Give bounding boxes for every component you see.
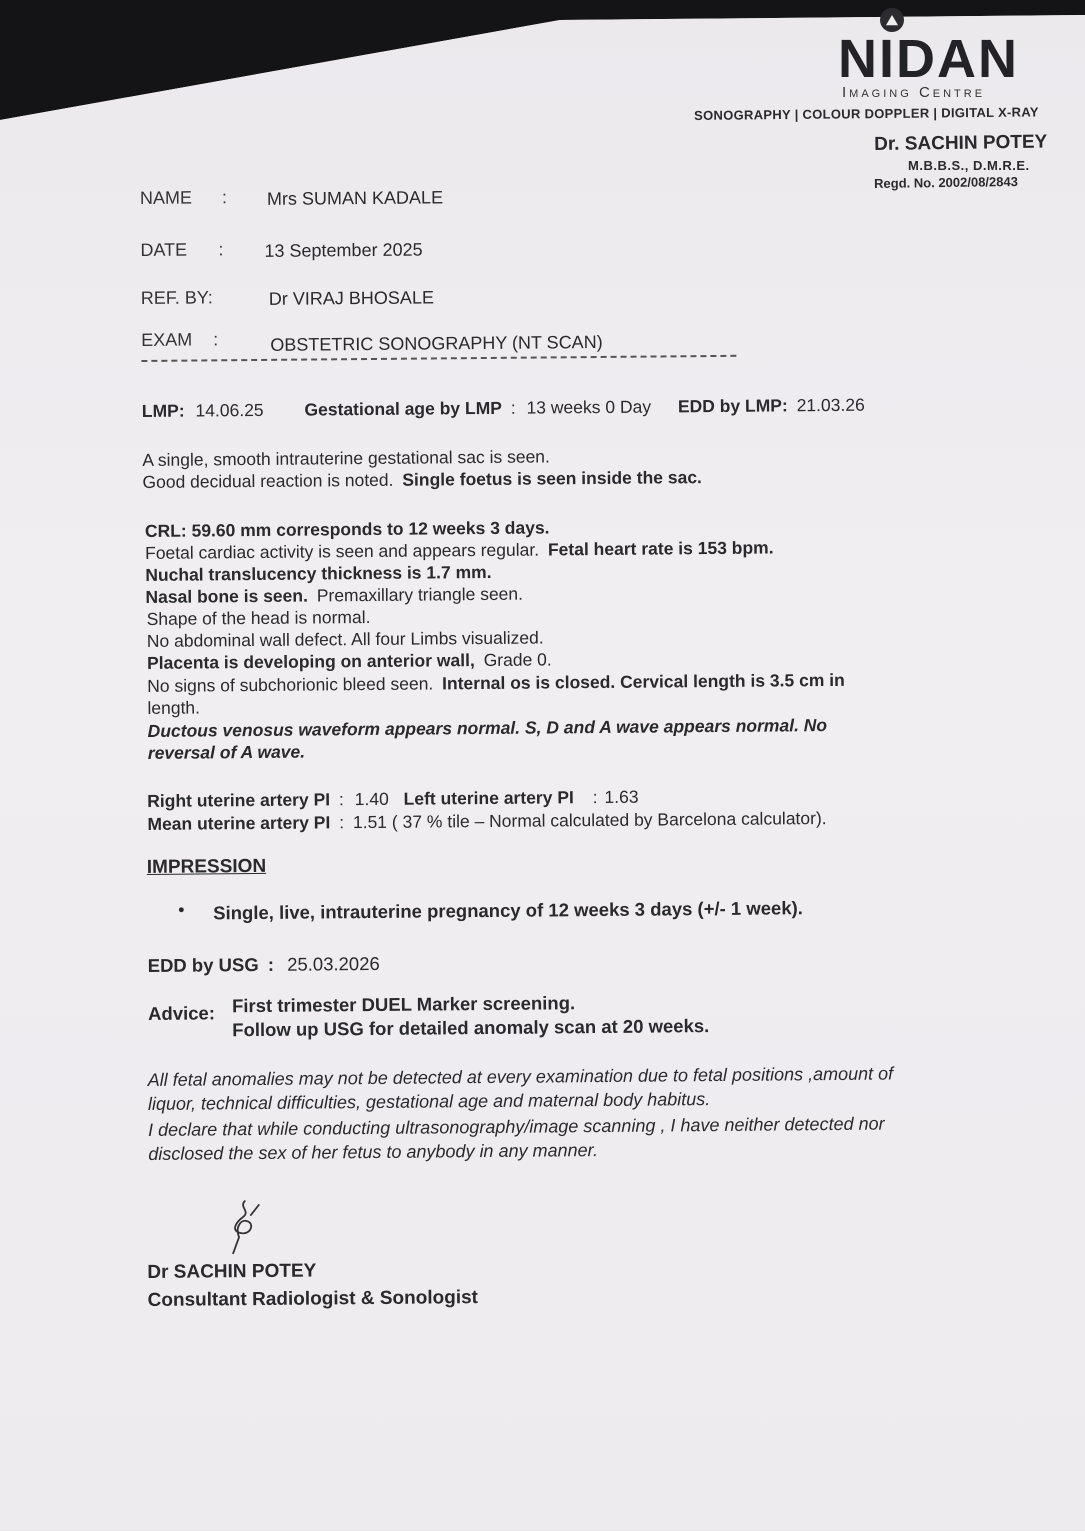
impression-text: Single, live, intrauterine pregnancy of 12 weeks 3 days (+/- 1 week).	[213, 897, 803, 924]
edd-usg-row	[148, 953, 380, 977]
signature-mark	[221, 1197, 272, 1255]
finding-cardiac	[145, 536, 774, 563]
finding-nt: Nuchal translucency thickness is 1.7 mm.	[145, 561, 492, 585]
date-label: DATE	[140, 239, 188, 260]
name-separator: :	[221, 187, 228, 208]
uterine-pi-row	[147, 786, 638, 812]
impression-item	[213, 897, 803, 924]
ga-label: Gestational age by LMP	[304, 397, 502, 420]
finding-placenta	[147, 648, 552, 674]
exam-type: OBSTETRIC SONOGRAPHY (NT SCAN)	[270, 331, 603, 355]
finding-ductus-1: Ductous venosus waveform appears normal. S, D and A wave appears normal. No	[147, 715, 828, 741]
finding-nasal	[145, 583, 523, 608]
finding-crl: CRL: 59.60 mm corresponds to 12 weeks 3 days.	[144, 517, 550, 541]
right-pi-value: 1.40	[354, 788, 389, 810]
exam-label: EXAM	[141, 329, 193, 350]
finding-abdomen: No abdominal wall defect. All four Limbs visualized.	[146, 627, 544, 651]
right-pi-separator: :	[338, 789, 344, 810]
signatory-title: Consultant Radiologist & Sonologist	[147, 1287, 479, 1311]
edd-usg-separator: :	[267, 953, 275, 975]
finding-decidual-text: Good decidual reaction is noted.	[142, 469, 394, 492]
finding-cervix: Internal os is closed. Cervical length is 3.5 cm in	[442, 669, 845, 694]
advice-2: Follow up USG for detailed anomaly scan at 20 weeks.	[232, 1015, 710, 1041]
mean-pi-row	[147, 807, 826, 835]
disclaimer-2: liquor, technical difficulties, gestational age and maternal body habitus.	[147, 1089, 711, 1114]
finding-ductus-2: reversal of A wave.	[147, 741, 306, 763]
finding-nasal-bone: Nasal bone is seen.	[145, 585, 308, 607]
ga-value: 13 weeks 0 Day	[526, 396, 652, 418]
left-pi-value: 1.63	[604, 786, 639, 807]
edd-lmp-label: EDD by LMP:	[677, 395, 788, 417]
mean-pi-label: Mean uterine artery PI	[147, 812, 331, 834]
finding-subchorionic: No signs of subchorionic bleed seen.	[147, 673, 434, 696]
services-line: SONOGRAPHY | COLOUR DOPPLER | DIGITAL X-RAY	[694, 104, 1039, 123]
ga-separator: :	[510, 397, 516, 418]
impression-bullet: •	[178, 899, 185, 920]
mean-pi-separator: :	[339, 812, 345, 833]
header-divider	[141, 355, 736, 362]
finding-heart-rate: Fetal heart rate is 153 bpm.	[547, 537, 774, 560]
finding-cardiac-activity: Foetal cardiac activity is seen and appears regular.	[144, 539, 540, 563]
exam-date: 13 September 2025	[264, 239, 423, 261]
advice-1: First trimester DUEL Marker screening.	[231, 992, 576, 1017]
edd-usg-value: 25.03.2026	[287, 952, 380, 975]
left-pi-label: Left uterine artery PI	[403, 787, 574, 809]
logo-name: NIDAN	[838, 29, 1019, 89]
lmp-value: 14.06.25	[195, 399, 264, 421]
patient-name: Mrs SUMAN KADALE	[266, 187, 444, 209]
left-pi-separator: :	[592, 787, 598, 808]
disclaimer-3: I declare that while conducting ultrasonography/image scanning , I have neither detected nor	[148, 1113, 885, 1140]
right-pi-label: Right uterine artery PI	[147, 789, 331, 811]
finding-placenta-position: Placenta is developing on anterior wall,	[146, 650, 475, 673]
disclaimer-4: disclosed the sex of her fetus to anybody in any manner.	[148, 1140, 599, 1164]
mean-pi-value: 1.51 ( 37 % tile – Normal calculated by Barcelona calculator).	[352, 808, 827, 833]
referring-doctor: Dr VIRAJ BHOSALE	[268, 287, 434, 309]
lmp-label: LMP:	[141, 400, 185, 421]
logo-icon: ⛰	[880, 8, 904, 32]
disclaimer-1: All fetal anomalies may not be detected at every examination due to fetal positions ,amount of	[147, 1063, 894, 1090]
finding-head: Shape of the head is normal.	[146, 607, 371, 629]
finding-sac: A single, smooth intrauterine gestational sac is seen.	[142, 446, 550, 470]
finding-premaxillary: Premaxillary triangle seen.	[316, 583, 524, 606]
edd-usg-label: EDD by USG	[147, 953, 259, 976]
logo-subtitle: Imaging Centre	[842, 84, 986, 101]
finding-foetus: Single foetus is seen inside the sac.	[402, 467, 702, 490]
advice-label: Advice:	[148, 1002, 216, 1024]
finding-cervix-cont: length.	[147, 697, 201, 718]
ref-label: REF. BY:	[140, 287, 213, 308]
signatory-name: Dr SACHIN POTEY	[147, 1260, 317, 1283]
header-registration: Regd. No. 2002/08/2843	[874, 173, 1019, 191]
impression-title: IMPRESSION	[146, 855, 267, 878]
date-separator: :	[218, 239, 224, 260]
edd-lmp-value: 21.03.26	[796, 394, 865, 416]
header-doctor-qualification: M.B.B.S., D.M.R.E.	[908, 158, 1030, 173]
header-doctor-name: Dr. SACHIN POTEY	[874, 131, 1048, 155]
finding-bleed	[147, 669, 845, 697]
finding-placenta-grade: Grade 0.	[483, 649, 552, 671]
finding-decidual	[142, 466, 702, 493]
lmp-row	[142, 394, 865, 422]
exam-separator: :	[213, 329, 219, 350]
name-label: NAME	[139, 187, 193, 208]
